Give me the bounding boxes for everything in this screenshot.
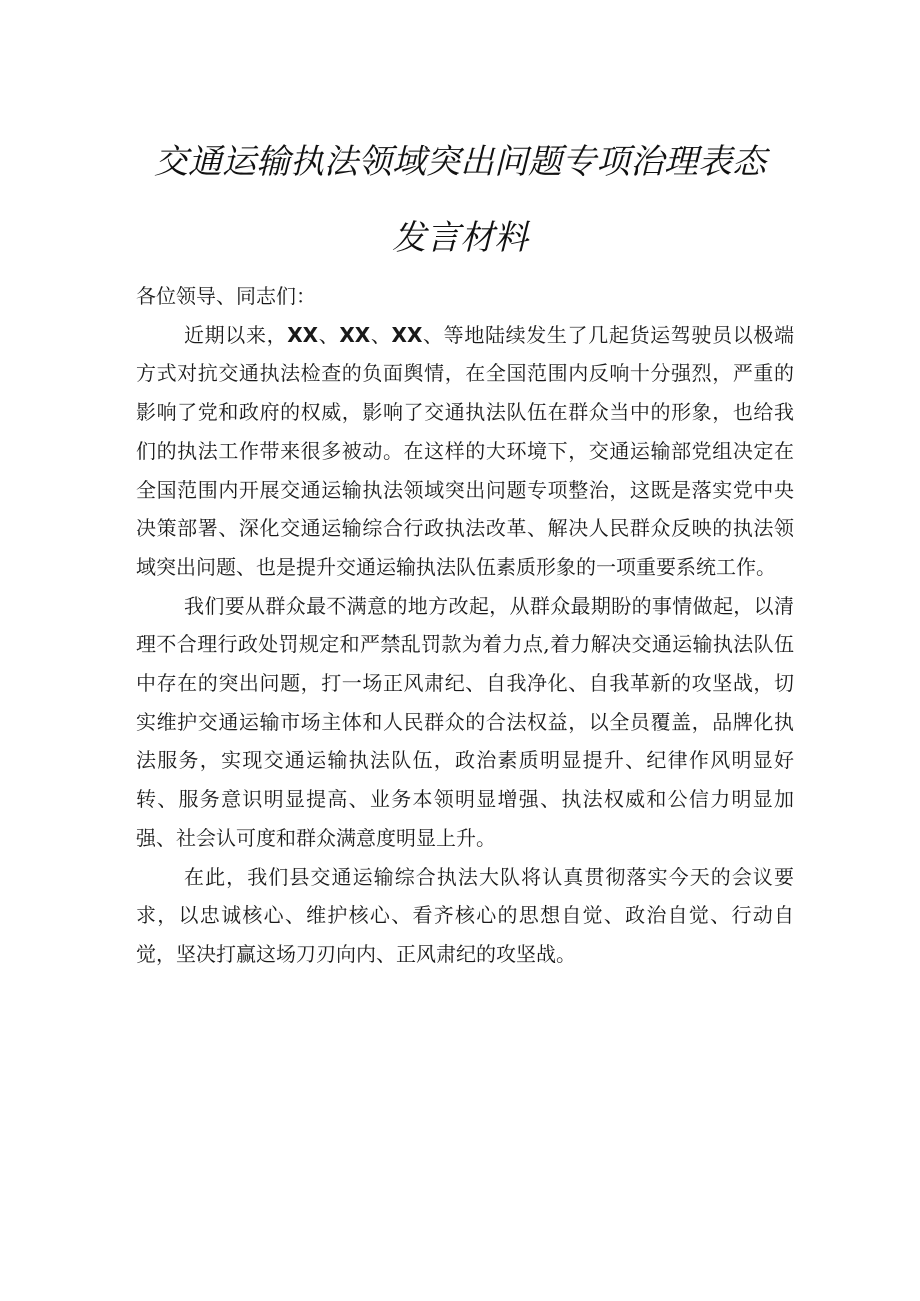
paragraph-1: [136, 316, 794, 587]
greeting: 各位领导、同志们：: [136, 284, 316, 308]
paragraph-2: 我们要从群众最不满意的地方改起，从群众最期盼的事情做起，以清理不合理行政处罚规定和严禁乱罚款为着力点,着力解决交通运输执法队伍中存在的突出问题，打一场正风肃纪、自我净化、自我革新的攻坚战，切实维护交通运输市场主体和人民群众的合法权益，以全员覆盖，品牌化执法服务，实现交通运输执法队伍，政治素质明显提升、纪律作风明显好转、服务意识明显提高、业务本领明显增强、执法权威和公信力明显加强、社会认可度和群众满意度明显上升。: [136, 593, 794, 850]
place-placeholder-2: XX: [339, 322, 371, 347]
paragraph-1-rest: 、等地陆续发生了几起货运驾驶员以极端方式对抗交通执法检查的负面舆情，在全国范围内反响十分强烈，严重的影响了党和政府的权威，影响了交通执法队伍在群众当中的形象，也给我们的执法工作带来很多被动。在这样的大环境下，交通运输部党组决定在全国范围内开展交通运输执法领域突出问题专项整治，这既是落实党中央决策部署、深化交通运输综合行政执法改革、解决人民群众反映的执法领域突出问题、也是提升交通运输执法队伍素质形象的一项重要系统工作。: [136, 322, 795, 579]
place-placeholder-1: XX: [287, 322, 319, 347]
separator: 、: [318, 322, 340, 347]
paragraph-1-lead: 近期以来，: [184, 322, 288, 347]
document-body: [136, 277, 794, 974]
paragraph-3: 在此，我们县交通运输综合执法大队将认真贯彻落实今天的会议要求，以忠诚核心、维护核心、看齐核心的思想自觉、政治自觉、行动自觉，坚决打赢这场刀刃向内、正风肃纪的攻坚战。: [136, 864, 794, 966]
separator: 、: [370, 322, 392, 347]
place-placeholder-3: XX: [391, 322, 423, 347]
document-title-line-2: 发言材料: [392, 218, 528, 258]
document-title-line-1: 交通运输执法领域突出问题专项治理表态: [154, 142, 766, 182]
